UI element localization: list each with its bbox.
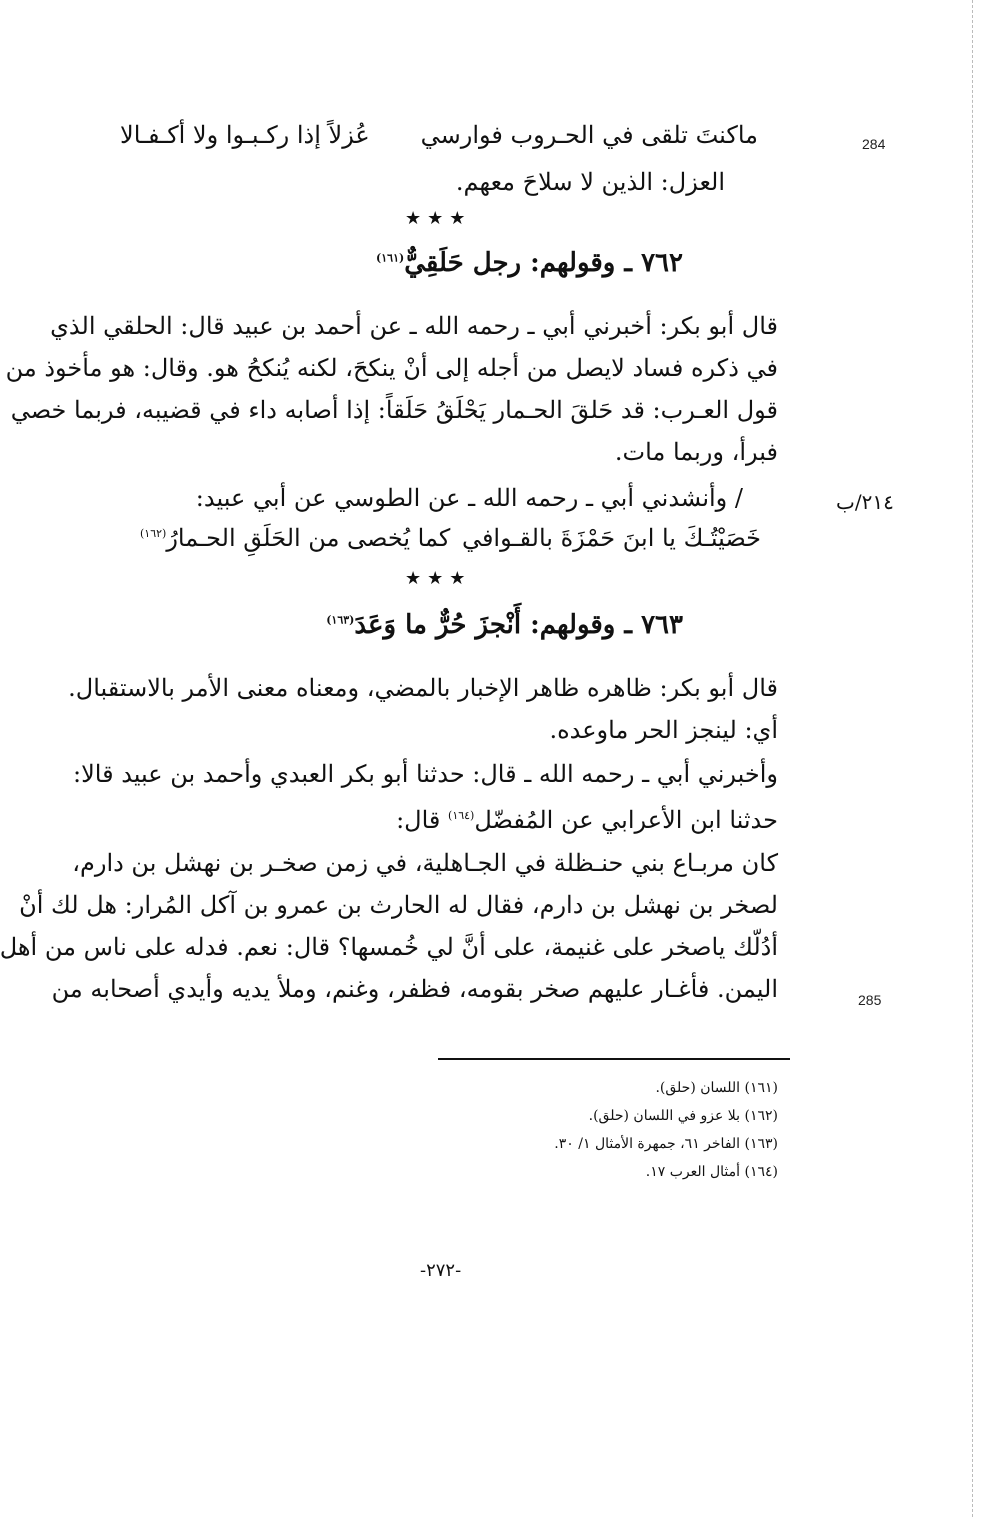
footnote-ref: (١٦١)	[376, 251, 405, 265]
paragraph-line: حدثنا ابن الأعرابي عن المُفضّل$^{(١٦٤)}$ قال:	[396, 806, 778, 834]
footnote-ref: (١٦٤)	[448, 809, 475, 822]
section-divider-stars: ★★★	[405, 568, 472, 589]
paragraph-line: اليمن. فأغـار عليهم صخر بقومه، فظفر، وغنم، وملأ يديه وأيدي أصحابه من	[51, 975, 778, 1003]
paragraph-line: أي: لينجز الحر ماوعده.	[549, 716, 778, 744]
entry-heading: ٧٦٣ ـ وقولهم: أَنْجزَ حُرٌّ ما وَعَدَ$^{(١٦٣)}$	[326, 610, 683, 640]
verse-introduction: / وأنشدني أبي ـ رحمه الله ـ عن الطوسي عن أبي عبيد:	[195, 484, 743, 512]
paragraph-line: كان مربـاع بني حنـظلة في الجـاهلية، في زمن صخـر بن نهشل بن دارم،	[72, 849, 778, 877]
verse-hemistich-left: كما يُخصى من الحَلَقِ الحـمارُ$^{(١٦٢)}$	[140, 524, 451, 552]
verse-hemistich-right: خَصَيْتُـكَ يا ابنَ حَمْزَةَ بالقـوافي	[461, 524, 761, 552]
page-number: -٢٧٢-	[420, 1260, 462, 1281]
verse-hemistich-left: عُزلاً إذا ركـبـوا ولا أكـفـالا	[120, 121, 370, 149]
section-divider-stars: ★★★	[405, 208, 472, 229]
footnote-separator	[438, 1058, 790, 1060]
footnote: (١٦١) اللسان (حلق).	[655, 1080, 778, 1096]
paragraph-line: في ذكره فساد لايصل من أجله إلى أنْ ينكحَ، لكنه يُنكحُ هو. وقال: هو مأخوذ من	[5, 354, 778, 382]
folio-reference: ٢١٤/ب	[836, 490, 894, 514]
paragraph-line: أدُلّك ياصخر على غنيمة، على أنَّ لي خُمسها؟ قال: نعم. فدله على ناس من أهل	[0, 933, 778, 961]
footnote: (١٦٢) بلا عزو في اللسان (حلق).	[588, 1108, 778, 1124]
margin-line-number: 284	[862, 136, 886, 152]
paragraph-line: قال أبو بكر: ظاهره ظاهر الإخبار بالمضي، ومعناه معنى الأمر بالاستقبال.	[68, 674, 778, 702]
entry-heading: ٧٦٢ ـ وقولهم: رجل حَلَقِيٌّ$^{(١٦١)}$	[376, 248, 683, 278]
paragraph-line: فبرأ، وربما مات.	[614, 438, 778, 466]
paragraph-line: لصخر بن نهشل بن دارم، فقال له الحارث بن عمرو بن آكل المُرار: هل لك أنْ	[19, 891, 778, 919]
verse-gloss: العزل: الذين لا سلاحَ معهم.	[455, 168, 725, 196]
verse-hemistich-right: ماكنتَ تلقى في الحـروب فوارسي	[420, 121, 758, 149]
paragraph-line: قال أبو بكر: أخبرني أبي ـ رحمه الله ـ عن أحمد بن عبيد قال: الحلقي الذي	[50, 312, 778, 340]
margin-line-number: 285	[858, 992, 882, 1008]
footnote-ref: (١٦٢)	[140, 527, 167, 540]
paragraph-line: قول العـرب: قد حَلقَ الحـمار يَحْلَقُ حَلَقاً: إذا أصابه داء في قضيبه، فربما خصي	[10, 396, 778, 424]
footnote: (١٦٣) الفاخر ٦١، جمهرة الأمثال ١/ ٣٠.	[554, 1136, 778, 1152]
scan-edge	[971, 0, 973, 1517]
footnote: (١٦٤) أمثال العرب ١٧.	[645, 1164, 778, 1180]
footnote-ref: (١٦٣)	[326, 613, 355, 627]
paragraph-line: وأخبرني أبي ـ رحمه الله ـ قال: حدثنا أبو بكر العبدي وأحمد بن عبيد قالا:	[73, 760, 778, 788]
